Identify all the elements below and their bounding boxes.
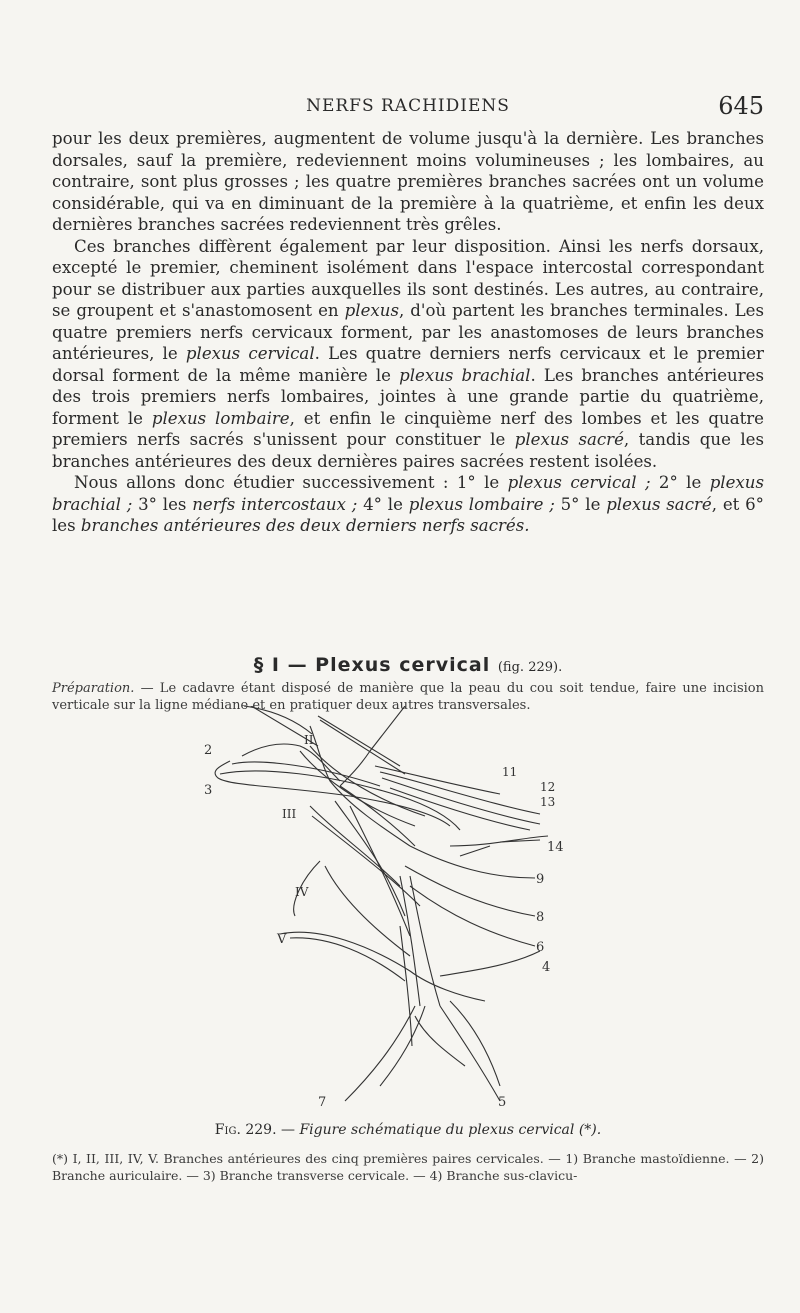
label-11: 11 bbox=[502, 765, 518, 779]
branch-14-line bbox=[450, 836, 548, 846]
label-IV: IV bbox=[295, 885, 309, 899]
label-7: 7 bbox=[318, 1095, 327, 1110]
label-1 bbox=[240, 706, 248, 708]
branch-3-inner bbox=[220, 771, 460, 830]
branch-7-line-b bbox=[380, 1006, 425, 1086]
branch-3-upper bbox=[232, 762, 380, 786]
root-IV-lower bbox=[325, 866, 410, 956]
root-V-line-b bbox=[290, 938, 405, 981]
branch-10-line bbox=[340, 706, 405, 786]
descending-e bbox=[400, 926, 412, 1046]
branch-5-line-b bbox=[450, 1001, 500, 1086]
paragraph-3: Nous allons donc étudier successivement : 1° le plexus cervical ; 2° le plexus brachial ; 3° les nerfs intercostaux ; 4° le plexus lombaire ; 5° le plexus sacré, et 6° les branches antérieures des deux derniers nerfs sacrés. bbox=[52, 473, 764, 535]
paragraph-1: pour les deux premières, augmentent de volume jusqu'à la dernière. Les branches dorsales, sauf la première, redeviennent moins volumineuses ; les lombaires, au contraire, sont plus grosses ; les quatre premières branches sacrées ont un volume considérable, qui va en diminuant de la première à la quatrième, et enfin les deux dernières branches sacrées redeviennent très grêles. bbox=[52, 129, 764, 234]
figure-label: Fig. 229. bbox=[214, 1122, 277, 1138]
figure-legend: (*) I, II, III, IV, V. Branches antérieures des cinq premières paires cervicales. — 1) Branche mastoïdienne. — 2) Branche auriculaire. — 3) Branche transverse cervicale. — 4) Branche sus-clavicu- bbox=[52, 1151, 764, 1183]
label-5: 5 bbox=[498, 1095, 507, 1110]
paragraph-2: Ces branches diffèrent également par leur disposition. Ainsi les nerfs dorsaux, excepté le premier, cheminent isolément dans l'espace intercostal correspondant pour se distribuer aux parties auxquelles ils sont destinés. Les autres, au contraire, se groupent et s'anastomosent en plexus, d'où partent les branches terminales. Les quatre premiers nerfs cervicaux forment, par les anastomoses de leurs branches antérieures, le plexus cervical. Les quatre derniers nerfs cervicaux et le premier dorsal forment de la même manière le plexus brachial. Les branches antérieures des trois premiers nerfs lombaires, jointes à une grande partie du quatrième, forment le plexus lombaire, et enfin le cinquième nerf des lombes et les quatre premiers nerfs sacrés s'unissent pour constituer le plexus sacré, tandis que les branches antérieures des deux dernières paires sacrées restent isolées. bbox=[52, 236, 765, 471]
section-title: § I — Plexus cervical (fig. 229). bbox=[253, 654, 563, 676]
diagram-labels bbox=[204, 706, 564, 1110]
label-9: 9 bbox=[536, 872, 545, 887]
page-number: 645 bbox=[718, 92, 764, 120]
figure-caption: Fig. 229. — Figure schématique du plexus cervical (*). bbox=[214, 1122, 602, 1138]
label-13: 13 bbox=[540, 795, 556, 809]
label-3: 3 bbox=[204, 783, 213, 798]
root-IV-line bbox=[312, 816, 420, 906]
connector-a bbox=[318, 716, 400, 766]
body-text bbox=[52, 128, 764, 537]
branch-14-dash-a bbox=[460, 846, 490, 856]
preparation-note: Préparation. — Le cadavre étant disposé de manière que la peau du cou soit tendue, faire une incision verticale sur la ligne médiane et en pratiquer deux autres transversales. bbox=[52, 681, 764, 713]
label-2: 2 bbox=[204, 743, 213, 758]
branch-7-line bbox=[345, 1006, 415, 1101]
label-6: 6 bbox=[536, 940, 545, 955]
branch-8-line bbox=[405, 866, 535, 916]
label-12: 12 bbox=[540, 780, 556, 794]
branch-13-line bbox=[382, 778, 540, 824]
branch-4-line bbox=[440, 951, 540, 976]
page-header bbox=[52, 92, 764, 122]
branch-9-line bbox=[410, 846, 535, 878]
label-II: II bbox=[304, 733, 314, 747]
branch-lower-a bbox=[415, 1016, 465, 1066]
root-II-line bbox=[300, 751, 415, 826]
nerve-lines bbox=[215, 706, 551, 1101]
cervical-plexus-diagram bbox=[200, 706, 600, 1126]
branch-6-line bbox=[410, 886, 535, 946]
diagram-svg bbox=[200, 706, 600, 1126]
label-14: 14 bbox=[547, 840, 564, 855]
preparation-label: Préparation. bbox=[52, 681, 135, 696]
label-8: 8 bbox=[536, 910, 545, 925]
branch-1-curve bbox=[244, 706, 312, 734]
figure-reference: (fig. 229). bbox=[497, 660, 563, 675]
connector-b bbox=[320, 720, 405, 774]
root-V-line bbox=[280, 932, 485, 1001]
descending-c bbox=[400, 876, 420, 1006]
label-III: III bbox=[282, 807, 297, 821]
label-V: V bbox=[277, 932, 287, 947]
label-4: 4 bbox=[542, 960, 551, 975]
running-title: NERFS RACHIDIENS bbox=[306, 96, 510, 116]
root-IV-upper bbox=[310, 806, 400, 886]
descending-d bbox=[410, 876, 440, 1006]
